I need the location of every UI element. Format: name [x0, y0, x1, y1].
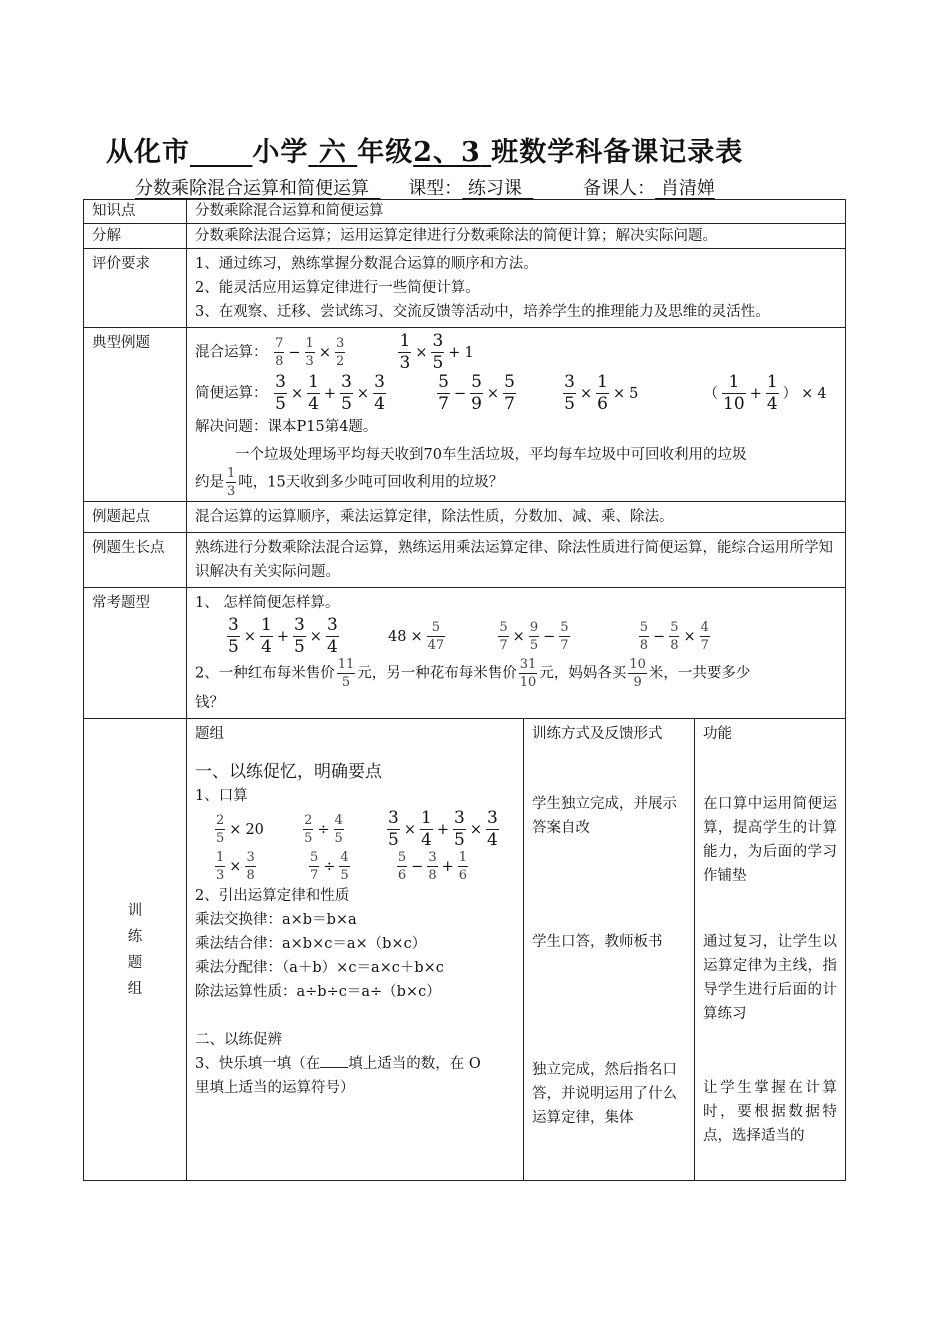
breakdown-text: 分数乘除法混合运算；运用运算定律进行分数乘除法的简便计算；解决实际问题。	[187, 224, 846, 249]
start-point-text: 混合运算的运算顺序，乘法运算定律，除法性质，分数加、减、乘、除法。	[187, 502, 846, 533]
common-expressions: $\frac{3}{5}$ × $\frac{1}{4}$ + $\frac{3}{5}$ × $\frac{3}{4}$ 48 × $\frac{5}{47}$ $\frac{5}{7}$ × $\frac{9}{5}$ − $\frac{5}{7}$ $\frac{5}{8}$ − $\frac{5}{8}$ × $\frac{4}{7}$	[228, 615, 709, 657]
evaluation-item: 2、能灵活应用运算定律进行一些简便计算。	[195, 280, 480, 296]
fraction: $\frac{5}{7}$	[438, 372, 449, 414]
simple-operation-line: 简便运算： $\frac{3}{5}$ × $\frac{1}{4}$ + $\frac{3}{5}$ × $\frac{3}{4}$ $\frac{5}{7}$ − $\frac{5}{9}$ × $\frac{5}{7}$ $\frac{3}{5}$ × $\frac{1}{6}$ × 5 （ $\frac{1}{10}$ + $\frac{1}{4}$ ） × 4	[195, 372, 827, 414]
fraction: $\frac{5}{8}$	[639, 620, 649, 653]
title-city: 从化市	[106, 137, 190, 168]
fraction: $\frac{3}{5}$	[228, 615, 239, 657]
fraction: $\frac{3}{5}$	[341, 372, 352, 414]
method-3: 独立完成，然后指名口答，并说明运用了什么运算定律，集体	[532, 1062, 677, 1126]
lesson-topic: 分数乘除混合运算和简便运算	[135, 178, 369, 199]
row-training	[84, 719, 846, 1181]
training-methods	[524, 719, 695, 1181]
law-associative: 乘法结合律：a×b×c＝a×（b×c）	[195, 936, 427, 952]
fraction: $\frac{10}{9}$	[629, 657, 646, 690]
fraction: $\frac{5}{47}$	[427, 620, 445, 653]
fraction: $\frac{3}{5}$	[293, 615, 305, 657]
fraction: $\frac{1}{4}$	[766, 372, 778, 414]
fraction: $\frac{3}{5}$	[564, 372, 575, 414]
common-q2-end: 钱？	[195, 695, 224, 711]
fraction: $\frac{31}{10}$	[519, 657, 537, 690]
blank-underline	[320, 1053, 348, 1068]
fraction: $\frac{7}{8}$	[275, 336, 284, 369]
col-method-header: 训练方式及反馈形式	[532, 726, 663, 742]
solve-problem-line: 解决问题：课本P15第4题。	[195, 419, 378, 435]
fraction: $\frac{5}{7}$	[499, 620, 508, 653]
page-title	[0, 130, 950, 169]
fraction: $\frac{5}{7}$	[504, 372, 515, 414]
function-3: 让学生掌握在计算时，要根据数据特点，选择适当的	[703, 1080, 837, 1144]
row-evaluation	[84, 249, 846, 328]
row-label: 分解	[84, 224, 187, 249]
problem-text: 一个垃圾处理场平均每天收到70车生活垃圾，平均每车垃圾中可回收利用的垃圾	[235, 447, 747, 463]
law-division: 除法运算性质：a÷b÷c＝a÷（b×c）	[195, 984, 441, 1000]
method-2: 学生口答，教师板书	[532, 934, 663, 950]
lesson-plan-table	[83, 199, 846, 1181]
oral-calc-row-2: $\frac{1}{3}$ × $\frac{3}{8}$ $\frac{5}{7}$ ÷ $\frac{4}{5}$ $\frac{5}{6}$ − $\frac{3}{8}$ + $\frac{1}{6}$	[216, 850, 468, 883]
lesson-type-value: 练习课	[467, 178, 522, 199]
row-label: 典型例题	[84, 328, 187, 502]
problem-text-2: 约是 $\frac{1}{3}$ 吨，15天收到多少吨可回收利用的垃圾？	[195, 466, 504, 499]
row-growth-point	[84, 533, 846, 588]
row-label: 评价要求	[84, 249, 187, 328]
fraction: $\frac{1}{4}$	[308, 372, 319, 414]
common-q1: 1、 怎样简便怎样算。	[195, 595, 340, 611]
knowledge-text: 分数乘除混合运算和简便运算	[187, 200, 846, 224]
subheader	[135, 174, 715, 200]
fraction: $\frac{1}{3}$	[305, 336, 314, 369]
training-label: 训 练 题 组	[84, 719, 187, 1181]
common-content	[187, 588, 846, 719]
fraction: $\frac{3}{2}$	[335, 336, 345, 369]
row-label: 知识点	[84, 200, 187, 224]
growth-point-text: 熟练进行分数乘除法混合运算，熟练运用乘法运算定律、除法性质进行简便运算，能综合运用所学知识解决有关实际问题。	[187, 533, 846, 588]
preparer-label: 备课人：	[583, 178, 656, 199]
law-distributive: 乘法分配律：（a＋b）×c＝a×c＋b×c	[195, 960, 444, 976]
fraction: $\frac{5}{8}$	[670, 620, 679, 653]
col-function-header: 功能	[703, 726, 732, 742]
row-breakdown	[84, 224, 846, 249]
row-examples	[84, 328, 846, 502]
fill-blank-line-2: 里填上适当的运算符号）	[195, 1080, 355, 1096]
title-grade: 六	[318, 137, 347, 168]
fill-blank-line: 3、快乐填一填（在 填上适当的数，在 O	[195, 1052, 515, 1076]
fraction: $\frac{3}{4}$	[374, 372, 385, 414]
function-2: 通过复习，让学生以运算定律为主线，指导学生进行后面的计算练习	[703, 934, 837, 1022]
fraction: $\frac{1}{4}$	[260, 615, 272, 657]
mixed-label: 混合运算：	[195, 344, 268, 361]
fraction: $\frac{3}{5}$	[432, 331, 444, 373]
fraction: $\frac{5}{9}$	[471, 372, 482, 414]
fraction: $\frac{9}{5}$	[529, 620, 539, 653]
row-label: 例题起点	[84, 502, 187, 533]
evaluation-item: 3、在观察、迁移、尝试练习、交流反馈等活动中，培养学生的推理能力及思维的灵活性。	[195, 304, 770, 320]
laws-label: 2、引出运算定律和性质	[195, 888, 350, 904]
fraction: $\frac{3}{4}$	[326, 615, 338, 657]
row-knowledge	[84, 200, 846, 224]
title-classes: 2、3	[413, 137, 481, 168]
simple-label: 简便运算：	[195, 385, 268, 402]
examples-content	[187, 328, 846, 502]
method-1: 学生独立完成，并展示答案自改	[532, 796, 677, 836]
col-group-header: 题组	[195, 726, 224, 742]
row-label: 例题生长点	[84, 533, 187, 588]
oral-calc-row-1: $\frac{2}{5}$ × 20 $\frac{2}{5}$ ÷ $\frac{4}{5}$ $\frac{3}{5}$ × $\frac{1}{4}$ + $\frac{3}{5}$ × $\frac{3}{4}$	[216, 808, 498, 850]
fraction: $\frac{5}{7}$	[560, 620, 569, 653]
lesson-type-label: 课型：	[408, 178, 463, 199]
title-school-blank	[190, 137, 252, 168]
fraction: $\frac{1}{6}$	[597, 372, 608, 414]
evaluation-item: 1、通过练习，熟练掌握分数混合运算的顺序和方法。	[195, 256, 538, 272]
function-1: 在口算中运用简便运算，提高学生的计算能力，为后面的学习作铺垫	[703, 796, 837, 884]
common-q2: 2、一种红布每米售价 $\frac{11}{5}$ 元，另一种花布每米售价 $\frac{31}{10}$ 元，妈妈各买 $\frac{10}{9}$ 米，一共要多少	[195, 657, 751, 690]
row-start-point	[84, 502, 846, 533]
title-suffix: 班数学科备课记录表	[491, 137, 744, 168]
section-1-title: 一、以练促忆，明确要点	[195, 762, 382, 782]
fraction: $\frac{11}{5}$	[337, 657, 355, 690]
row-label: 常考题型	[84, 588, 187, 719]
evaluation-list	[187, 249, 846, 328]
preparer-value: 肖清婵	[660, 178, 715, 199]
fraction: $\frac{1}{3}$	[399, 331, 411, 373]
law-commutative: 乘法交换律：a×b＝b×a	[195, 912, 357, 928]
section-2-title: 二、以练促辨	[195, 1032, 282, 1048]
oral-calc-label: 1、口算	[195, 788, 248, 804]
fraction: $\frac{4}{7}$	[700, 620, 709, 653]
mixed-operation-line: 混合运算： $\frac{7}{8}$ − $\frac{1}{3}$ × $\frac{3}{2}$ $\frac{1}{3}$ × $\frac{3}{5}$ + 1	[195, 331, 474, 373]
title-school: 小学	[252, 137, 309, 168]
training-functions	[695, 719, 846, 1181]
fraction: $\frac{1}{10}$	[723, 372, 745, 414]
fraction: $\frac{3}{5}$	[275, 372, 286, 414]
title-grade-label: 年级	[357, 137, 414, 168]
training-groups	[187, 719, 524, 1181]
row-common	[84, 588, 846, 719]
fraction: $\frac{1}{3}$	[227, 466, 236, 499]
